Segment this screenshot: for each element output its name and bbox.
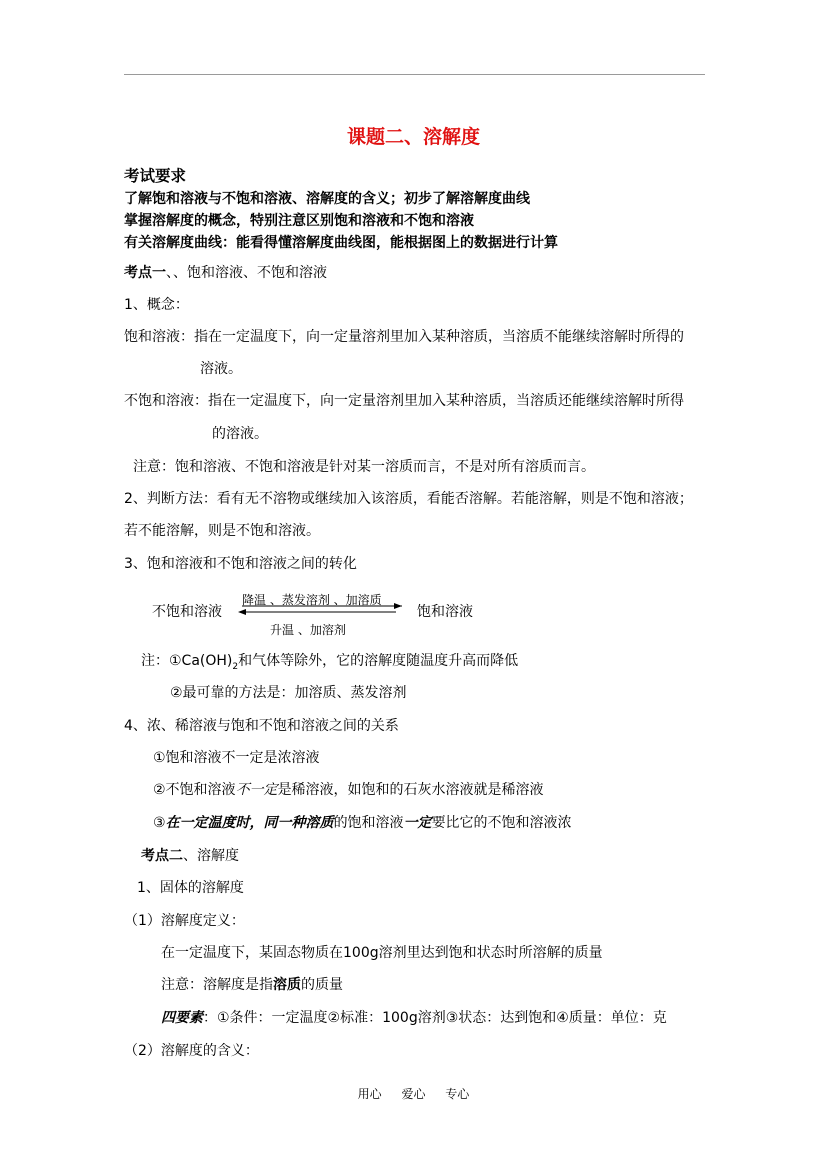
requirement-item: 掌握溶解度的概念，特别注意区别饱和溶液和不饱和溶液 (124, 213, 474, 229)
judge-method-cont: 若不能溶解，则是不饱和溶液。 (124, 523, 320, 539)
concept-heading: 1、概念： (124, 297, 189, 313)
point2-label: 考点二 (141, 848, 183, 864)
diagram-right-label: 饱和溶液 (417, 604, 473, 620)
point2-rest: 、溶解度 (183, 848, 239, 864)
saturated-def-cont: 溶液。 (200, 361, 242, 377)
four-elements-label: 四要素 (161, 1010, 203, 1026)
double-arrow-icon (236, 602, 406, 616)
unsaturated-def: 不饱和溶液：指在一定温度下，向一定量溶剂里加入某种溶质，当溶质还能继续溶解时所得 (124, 393, 684, 409)
diagram-left-label: 不饱和溶液 (152, 604, 222, 620)
solid-solubility-heading: 1、固体的溶解度 (137, 880, 244, 896)
relation-item (153, 779, 544, 799)
conversion-heading: 3、饱和溶液和不饱和溶液之间的转化 (124, 556, 357, 572)
meaning-heading: （2）溶解度的含义： (124, 1043, 259, 1059)
saturated-def: 饱和溶液：指在一定温度下，向一定量溶剂里加入某种溶质，当溶质不能继续溶解时所得的 (124, 329, 684, 345)
rel3-emphasis2: 一定 (403, 815, 432, 831)
point1-rest: 、、饱和溶液、不饱和溶液 (166, 265, 327, 281)
rel2-c: 是稀溶液，如饱和的石灰水溶液就是稀溶液 (277, 782, 544, 798)
note-a: 注意：溶解度是指 (161, 977, 273, 993)
page-footer: 用心 爱心 专心 (357, 1087, 470, 1101)
page-title: 课题二、溶解度 (346, 126, 480, 148)
rel2-emphasis: 不一定 (235, 782, 278, 798)
unsaturated-def-cont: 的溶液。 (212, 426, 268, 442)
diagram-bottom-label: 升温 、加溶剂 (270, 623, 346, 637)
requirement-item: 了解饱和溶液与不饱和溶液、溶解度的含义；初步了解溶解度曲线 (124, 191, 530, 207)
note-caoh2-prefix: 注：①Ca(OH) (141, 653, 233, 669)
note-c: 的质量 (301, 977, 343, 993)
requirement-item: 有关溶解度曲线：能看得懂溶解度曲线图，能根据图上的数据进行计算 (124, 235, 558, 251)
rel3-c: 的饱和溶液 (333, 815, 404, 831)
judge-method: 2、判断方法：看有无不溶物或继续加入该溶质，看能否溶解。若能溶解，则是不饱和溶液； (124, 491, 693, 507)
rel2-a: ②不饱和溶液 (153, 782, 236, 798)
point1-heading (124, 262, 327, 282)
note-caoh2-rest: 和气体等除外，它的溶解度随温度升高而降低 (238, 653, 519, 669)
relation-item (153, 812, 572, 832)
four-elements-text: ：①条件：一定温度②标准：100g溶剂③状态：达到饱和④质量：单位：克 (203, 1010, 667, 1026)
definition-heading: （1）溶解度定义： (124, 913, 245, 929)
note-method: ②最可靠的方法是：加溶质、蒸发溶剂 (170, 685, 407, 701)
point1-label: 考点一 (124, 265, 166, 281)
rel3-e: 要比它的不饱和溶液浓 (431, 815, 572, 831)
definition-note (161, 974, 343, 994)
rel3-a: ③ (153, 815, 166, 831)
relation-heading: 4、浓、稀溶液与饱和不饱和溶液之间的关系 (124, 718, 399, 734)
rel3-emphasis: 在一定温度时，同一种溶质 (165, 815, 334, 831)
header-rule (124, 74, 705, 75)
diagram-top-label: 降温 、蒸发溶剂 、加溶质 (242, 593, 382, 607)
point2-heading (141, 845, 239, 865)
four-elements (161, 1007, 667, 1027)
note-paragraph: 注意：饱和溶液、不饱和溶液是针对某一溶质而言，不是对所有溶质而言。 (133, 459, 595, 475)
note-caoh2-sub: 2 (232, 661, 239, 672)
definition-text: 在一定温度下，某固态物质在100g溶剂里达到饱和状态时所溶解的质量 (161, 945, 603, 961)
requirements-heading: 考试要求 (124, 166, 187, 185)
note-emphasis: 溶质 (273, 977, 301, 993)
note-caoh2 (141, 650, 518, 672)
relation-item: ①饱和溶液不一定是浓溶液 (153, 750, 320, 766)
